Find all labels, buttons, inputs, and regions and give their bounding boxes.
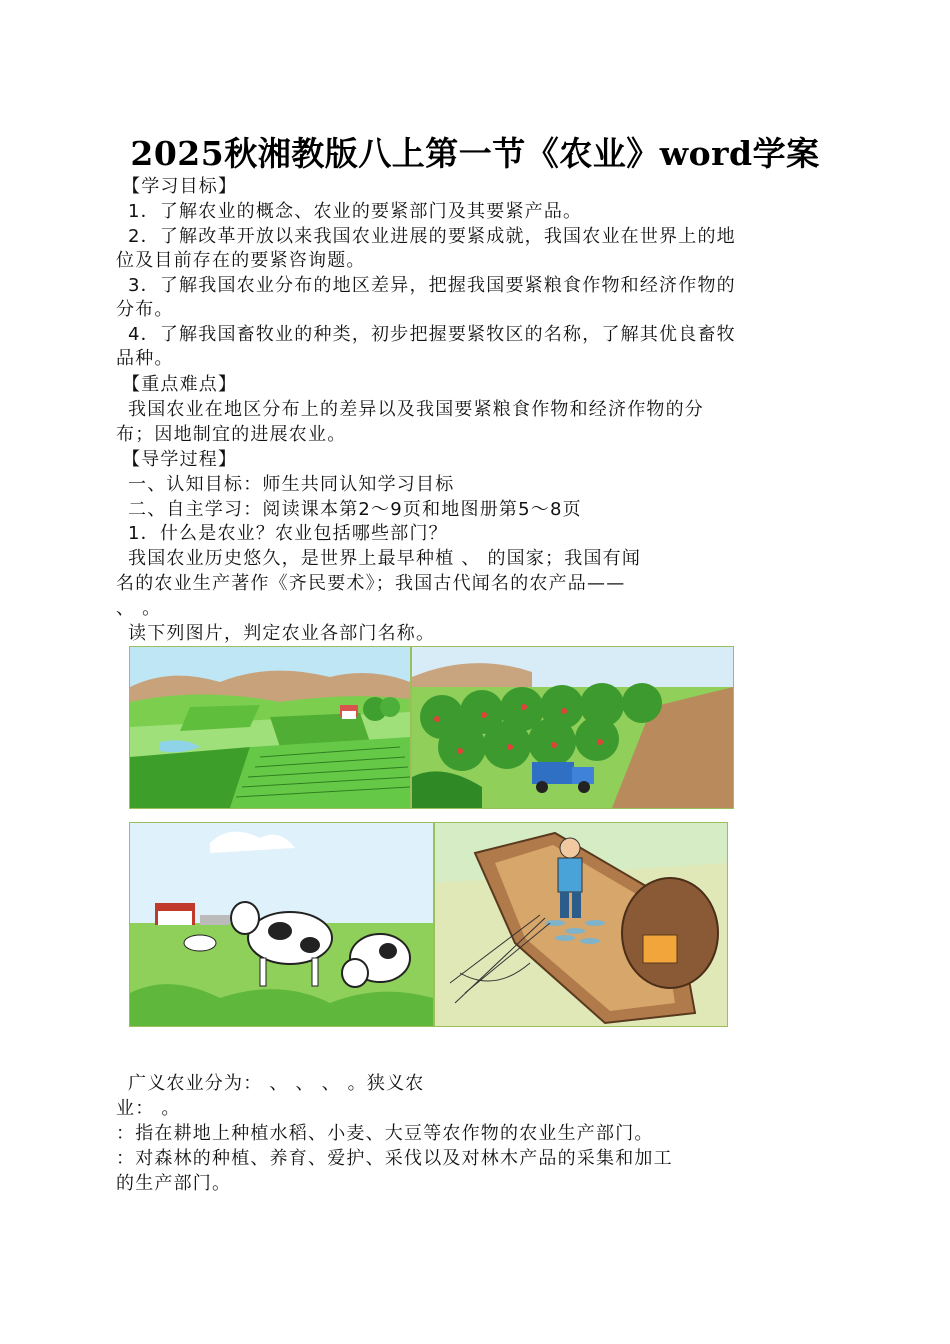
section-heading-process: 【导学过程】 [122, 449, 238, 470]
objective-3-line-1: 3．了解我国农业分布的地区差异，把握我国要紧粮食作物和经济作物的 [128, 275, 736, 296]
fishing-boat-illustration [434, 822, 728, 1027]
forestry-definition-line-1: ：对森林的种植、养育、爱护、采伐以及对林木产品的采集和加工 [116, 1148, 673, 1169]
section-heading-key-points: 【重点难点】 [122, 374, 238, 395]
history-line-1: 我国农业历史悠久，是世界上最早种植 、 的国家；我国有闻 [128, 548, 642, 569]
key-points-line-1: 我国农业在地区分布上的差异以及我国要紧粮食作物和经济作物的分 [128, 399, 704, 420]
history-line-2: 名的农业生产著作《齐民要术》；我国古代闻名的农产品—— [116, 573, 626, 594]
orchard-drawing [412, 647, 733, 808]
farmland-drawing [130, 647, 410, 808]
question-1: 1．什么是农业？农业包括哪些部门？ [128, 523, 448, 544]
process-step-1: 一、认知目标：师生共同认知学习目标 [128, 474, 455, 495]
cattle-grazing-illustration [129, 822, 434, 1027]
farmland-illustration [129, 646, 411, 809]
process-step-2: 二、自主学习：阅读课本第2～9页和地图册第5～8页 [128, 499, 582, 520]
objective-4-line-2: 品种。 [116, 348, 174, 369]
objective-2-line-2: 位及目前存在的要紧咨询题。 [116, 250, 366, 271]
broad-agriculture-line-1: 广义农业分为： 、 、 、 。狭义农 [128, 1073, 425, 1094]
fishing-drawing [435, 823, 727, 1026]
document-title: 2025秋湘教版八上第一节《农业》word学案 [130, 134, 820, 173]
forestry-definition-line-2: 的生产部门。 [116, 1173, 232, 1194]
image-instruction: 读下列图片，判定农业各部门名称。 [128, 623, 436, 644]
orchard-illustration [411, 646, 734, 809]
objective-3-line-2: 分布。 [116, 299, 174, 320]
history-line-3: 、 。 [116, 598, 162, 619]
section-heading-objectives: 【学习目标】 [122, 176, 238, 197]
objective-4-line-1: 4．了解我国畜牧业的种类，初步把握要紧牧区的名称，了解其优良畜牧 [128, 324, 736, 345]
cattle-drawing [130, 823, 433, 1026]
broad-agriculture-line-2: 业： 。 [116, 1098, 181, 1119]
objective-1: 1．了解农业的概念、农业的要紧部门及其要紧产品。 [128, 201, 583, 222]
planting-definition: ：指在耕地上种植水稻、小麦、大豆等农作物的农业生产部门。 [116, 1123, 654, 1144]
key-points-line-2: 布；因地制宜的进展农业。 [116, 424, 347, 445]
objective-2-line-1: 2．了解改革开放以来我国农业进展的要紧成就，我国农业在世界上的地 [128, 226, 736, 247]
